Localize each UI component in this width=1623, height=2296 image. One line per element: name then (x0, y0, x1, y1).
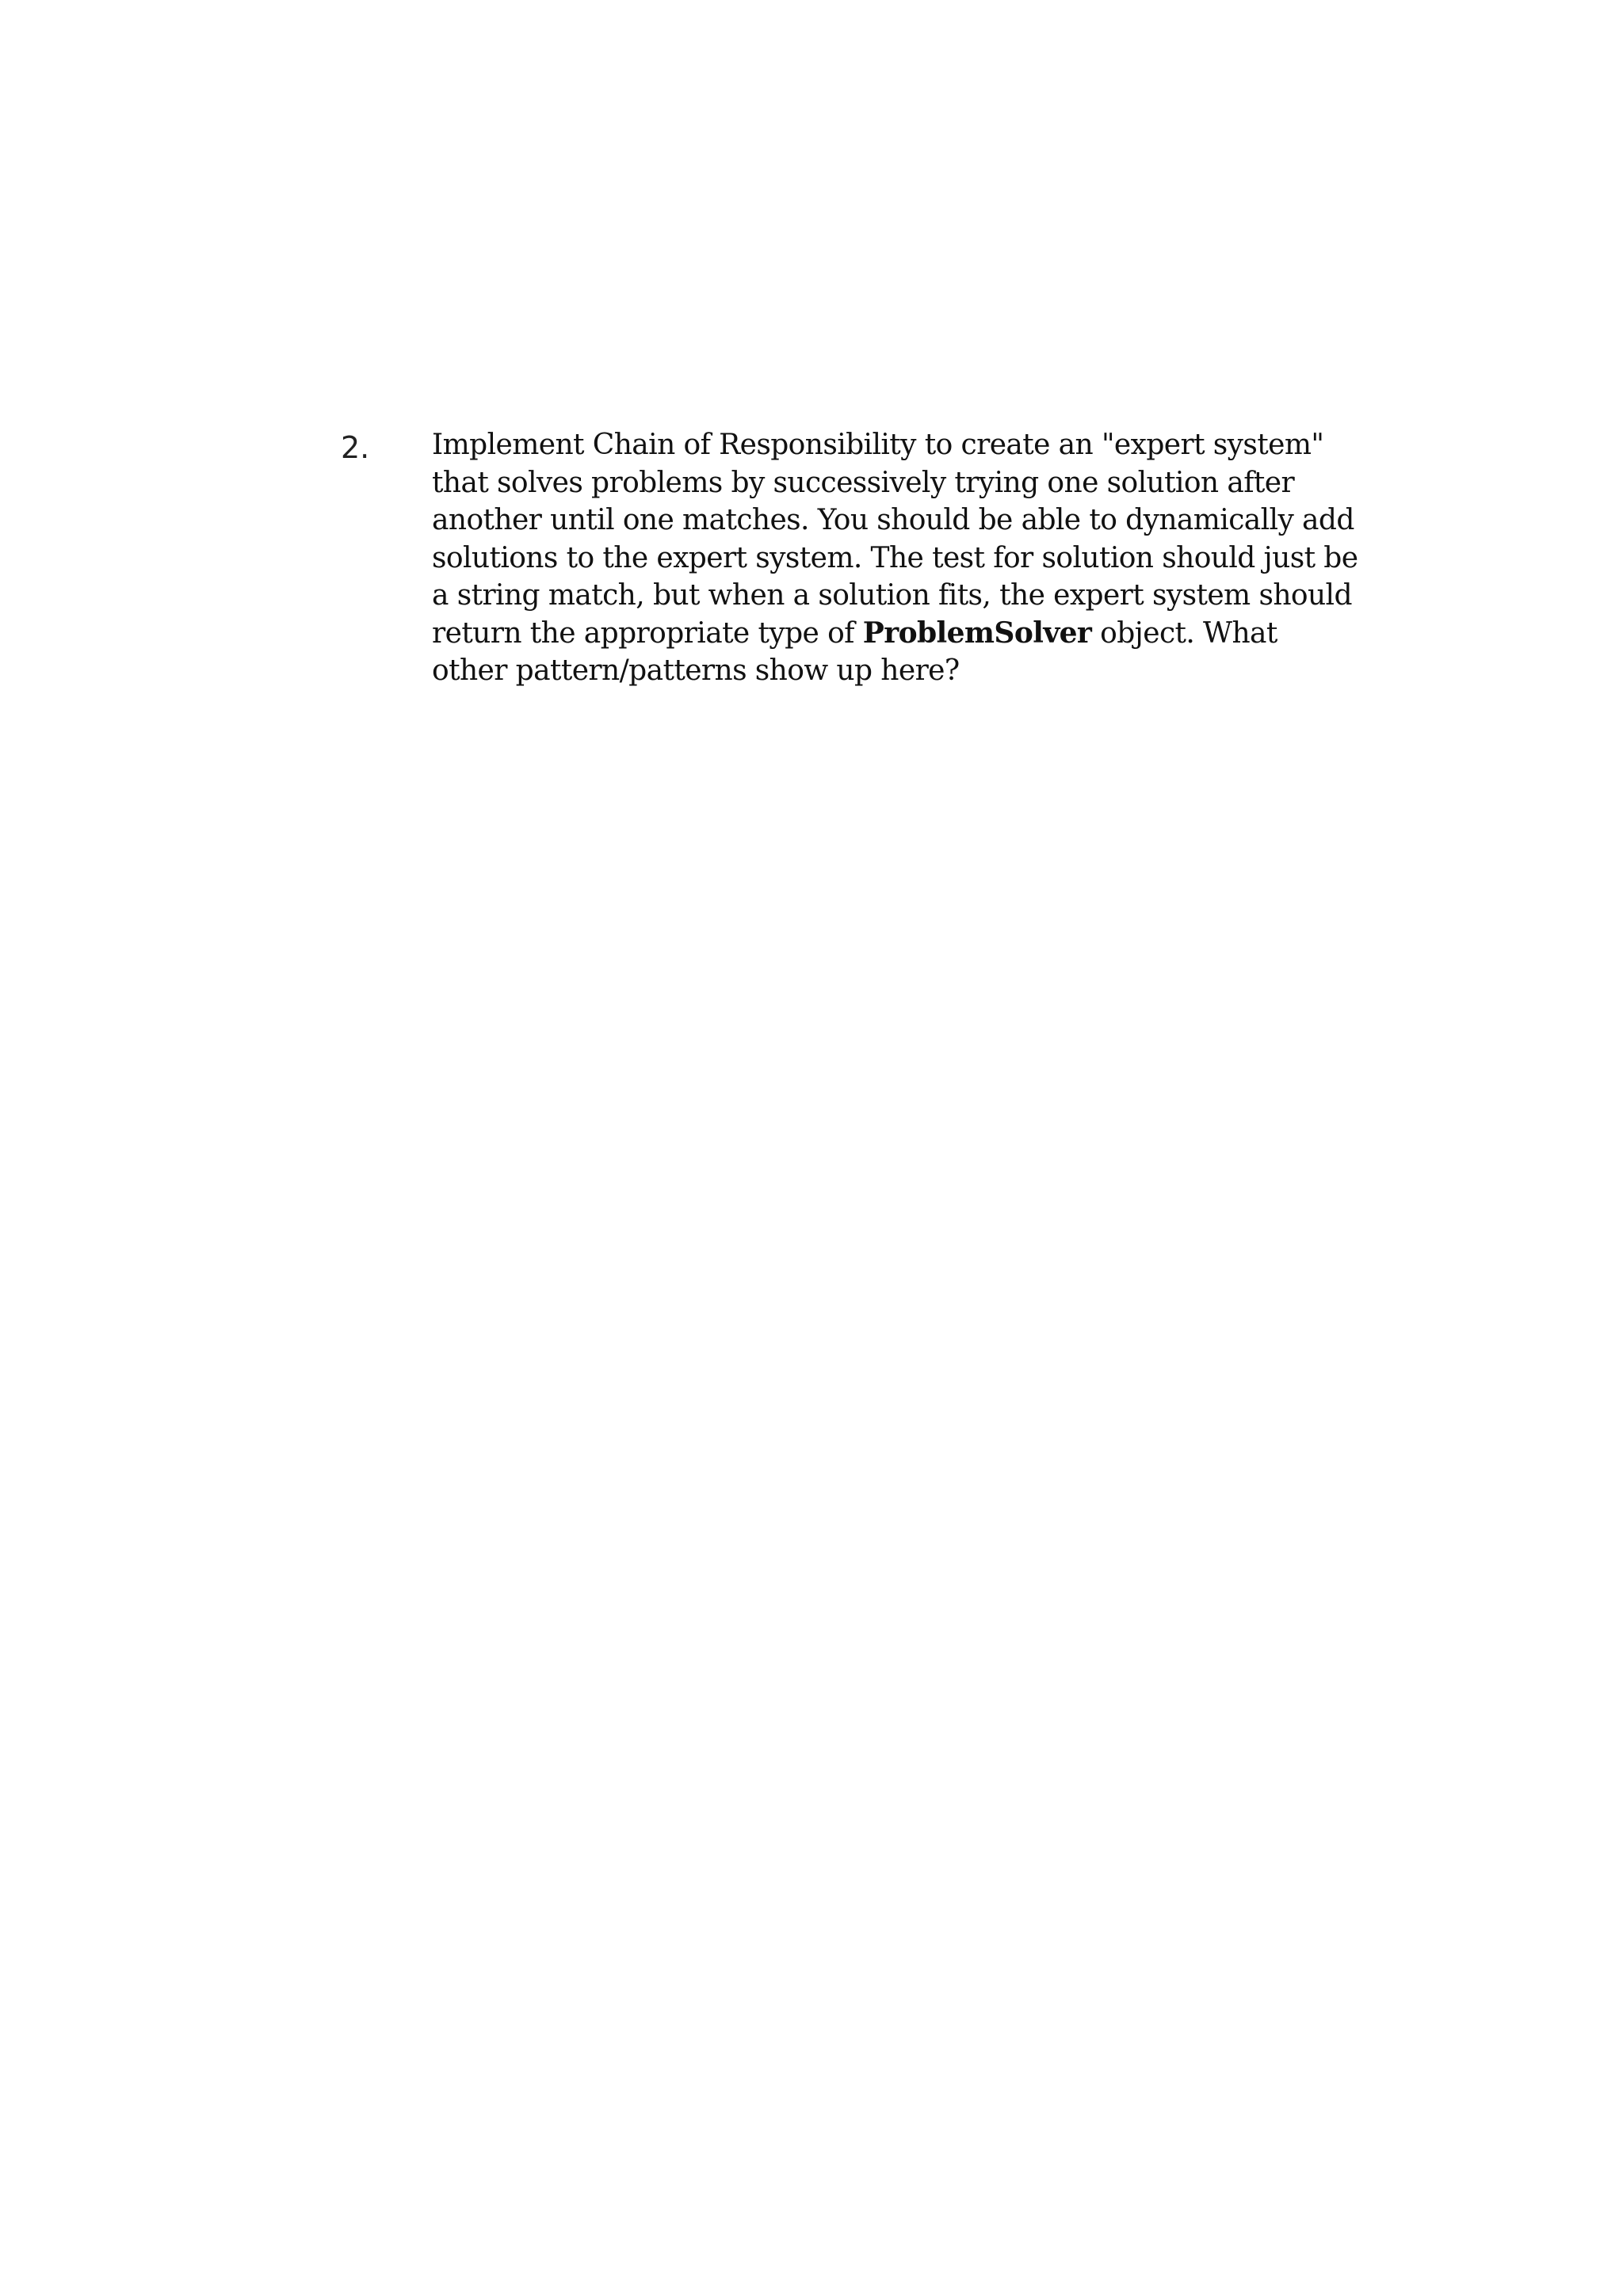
paragraph-line-6 (432, 615, 1288, 653)
paragraph-line-3: another until one matches. You should be able to dynamically add (432, 504, 1354, 536)
paragraph-line-2: that solves problems by successively trying one solution after (432, 466, 1295, 499)
paragraph-line-4: solutions to the expert system. The test for solution should just be (432, 541, 1358, 574)
line-6-text-after: object. What (1091, 616, 1277, 650)
paragraph-line-1: Implement Chain of Responsibility to create an "expert system" (432, 429, 1324, 461)
paragraph-line-5: a string match, but when a solution fits, the expert system should (432, 579, 1352, 612)
line-6-text-before: return the appropriate type of (432, 616, 863, 650)
problemsolver-term: ProblemSolver (862, 616, 1092, 650)
item-paragraph (432, 426, 1358, 690)
paragraph-line-7: other pattern/patterns show up here? (432, 654, 960, 687)
item-number: 2. (341, 430, 370, 465)
